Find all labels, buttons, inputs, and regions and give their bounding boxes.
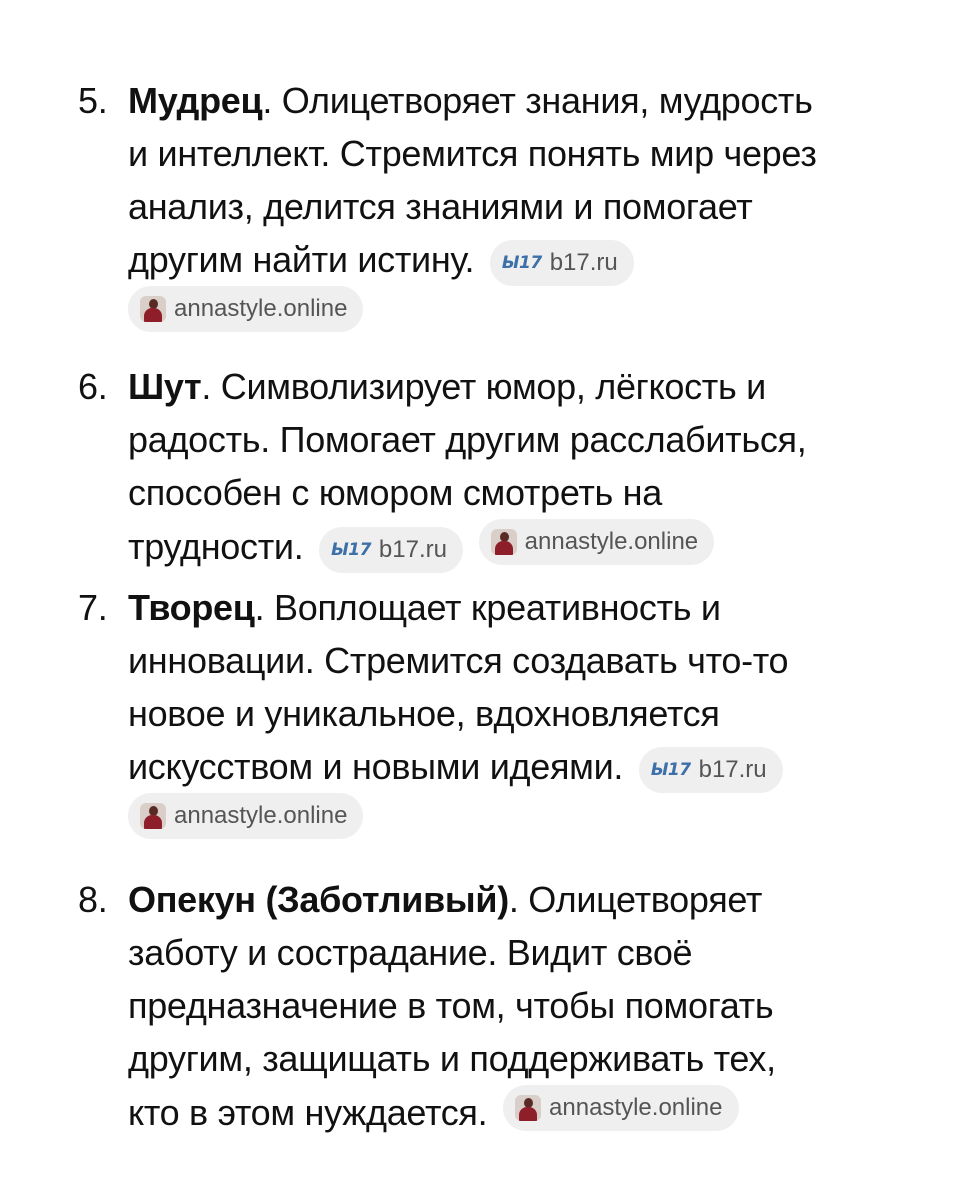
item-title: Мудрец xyxy=(128,80,263,121)
item-text: другим, защищать и поддерживать тех, xyxy=(128,1038,776,1079)
source-chip-annastyle[interactable] xyxy=(479,519,714,565)
source-chip-b17[interactable] xyxy=(319,527,463,573)
item-title: Опекун (Заботливый) xyxy=(128,879,509,920)
source-label: b17.ru xyxy=(378,536,447,563)
item-text: . Символизирует юмор, лёгкость и xyxy=(201,366,766,407)
item-text: кто в этом нуждается. xyxy=(128,1092,488,1133)
source-chip-annastyle[interactable] xyxy=(128,793,363,839)
item-number: 6. xyxy=(78,366,108,407)
item-text: предназначение в том, чтобы помогать xyxy=(128,985,774,1026)
list-item-creator xyxy=(78,581,908,847)
item-text: . Олицетворяет xyxy=(508,879,763,920)
b17-logo-icon: Ы17 xyxy=(650,760,691,780)
list-item-sage xyxy=(78,74,908,340)
item-text: и интеллект. Стремится понять мир через xyxy=(128,133,817,174)
b17-logo-icon: Ы17 xyxy=(331,540,371,560)
item-text: инновации. Стремится создавать что-то xyxy=(128,640,789,681)
item-text: . Олицетворяет знания, мудрость xyxy=(262,80,813,121)
item-title: Творец xyxy=(128,587,255,628)
source-label: b17.ru xyxy=(698,756,767,783)
item-text: радость. Помогает другим расслабиться, xyxy=(128,419,807,460)
item-text: другим найти истину. xyxy=(128,239,475,280)
source-chip-b17[interactable] xyxy=(639,747,783,793)
source-chip-b17[interactable] xyxy=(490,240,634,286)
b17-logo-icon: Ы17 xyxy=(501,253,542,273)
source-label: b17.ru xyxy=(549,249,618,276)
item-text: способен с юмором смотреть на xyxy=(128,472,662,513)
archetype-list xyxy=(78,74,908,1159)
source-label: annastyle.online xyxy=(174,802,348,829)
item-number: 8. xyxy=(78,879,108,920)
item-title: Шут xyxy=(128,366,202,407)
item-text: анализ, делится знаниями и помогает xyxy=(128,186,753,227)
source-chip-annastyle[interactable] xyxy=(128,286,363,332)
item-text: искусством и новыми идеями. xyxy=(128,746,624,787)
list-item-jester xyxy=(78,360,908,573)
avatar-icon xyxy=(140,296,166,322)
item-number: 7. xyxy=(78,587,108,628)
source-chip-annastyle[interactable] xyxy=(503,1085,738,1131)
item-text: новое и уникальное, вдохновляется xyxy=(128,693,720,734)
item-text: . Воплощает креативность и xyxy=(254,587,721,628)
avatar-icon xyxy=(515,1095,541,1121)
source-label: annastyle.online xyxy=(549,1094,723,1121)
item-text: трудности. xyxy=(128,526,304,567)
list-item-caregiver xyxy=(78,873,908,1139)
item-number: 5. xyxy=(78,80,108,121)
avatar-icon xyxy=(140,803,166,829)
source-label: annastyle.online xyxy=(524,528,699,555)
item-text: заботу и сострадание. Видит своё xyxy=(128,932,693,973)
avatar-icon xyxy=(491,529,517,555)
source-label: annastyle.online xyxy=(174,295,348,322)
